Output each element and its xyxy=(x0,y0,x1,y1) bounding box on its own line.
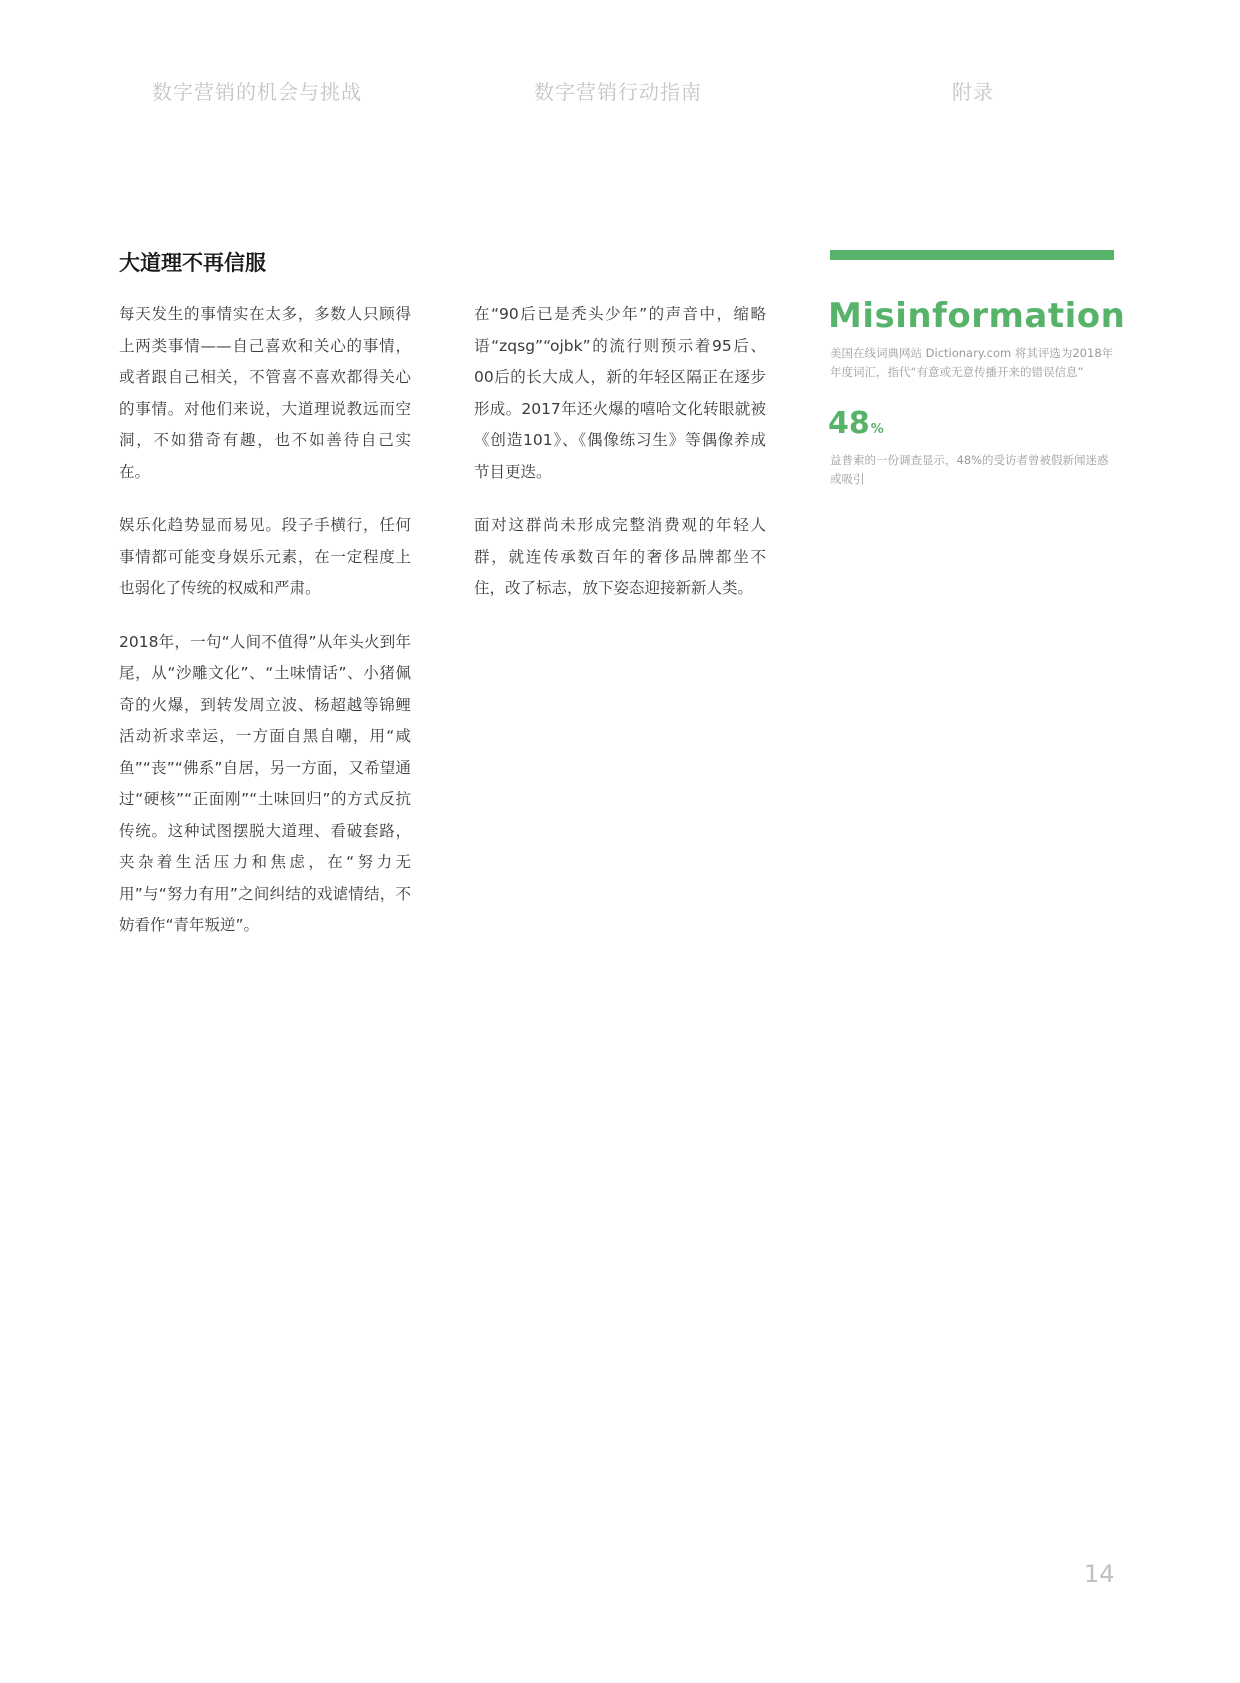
sidebar-statistic xyxy=(828,406,884,441)
nav-tab-appendix[interactable]: 附录 xyxy=(952,80,994,104)
sidebar-term-heading: Misinformation xyxy=(828,296,1126,336)
statistic-unit: % xyxy=(870,422,884,437)
nav-tab-opportunities-challenges[interactable]: 数字营销的机会与挑战 xyxy=(152,80,362,104)
body-paragraph: 面对这群尚未形成完整消费观的年轻人群，就连传承数百年的奢侈品牌都坐不住，改了标志，放下姿态迎接新新人类。 xyxy=(474,516,766,597)
sidebar-statistic-description: 益普索的一份调查显示，48%的受访者曾被假新闻迷惑或吸引 xyxy=(830,453,1109,486)
body-column-middle xyxy=(474,299,766,627)
body-paragraph: 在“90后已是秃头少年”的声音中，缩略语“zqsg”“ojbk”的流行则预示着95后、00后的长大成人，新的年轻区隔正在逐步形成。2017年还火爆的嘻哈文化转眼就被《创造101》、《偶像练习生》等偶像养成节目更迭。 xyxy=(474,305,766,481)
body-paragraph: 娱乐化趋势显而易见。段子手横行，任何事情都可能变身娱乐元素，在一定程度上也弱化了传统的权威和严肃。 xyxy=(119,516,411,597)
section-title: 大道理不再信服 xyxy=(119,251,266,275)
sidebar-term-description: 美国在线词典网站 Dictionary.com 将其评选为2018年年度词汇，指代“有意或无意传播开来的错误信息” xyxy=(830,346,1114,379)
statistic-value: 48 xyxy=(828,406,870,441)
sidebar-accent-bar xyxy=(830,250,1114,260)
page-number: 14 xyxy=(1084,1560,1115,1588)
nav-tab-action-guide[interactable]: 数字营销行动指南 xyxy=(534,80,702,104)
body-column-left xyxy=(119,299,411,964)
body-paragraph: 每天发生的事情实在太多，多数人只顾得上两类事情——自己喜欢和关心的事情，或者跟自己相关，不管喜不喜欢都得关心的事情。对他们来说，大道理说教远而空洞，不如猎奇有趣，也不如善待自己实在。 xyxy=(119,305,411,481)
body-paragraph: 2018年，一句“人间不值得”从年头火到年尾，从“沙雕文化”、“土味情话”、小猪佩奇的火爆，到转发周立波、杨超越等锦鲤活动祈求幸运，一方面自黑自嘲，用“咸鱼”“丧”“佛系”自居，另一方面，又希望通过“硬核”“正面刚”“土味回归”的方式反抗传统。这种试图摆脱大道理、看破套路，夹杂着生活压力和焦虑，在“努力无用”与“努力有用”之间纠结的戏谑情结，不妨看作“青年叛逆”。 xyxy=(119,632,411,934)
